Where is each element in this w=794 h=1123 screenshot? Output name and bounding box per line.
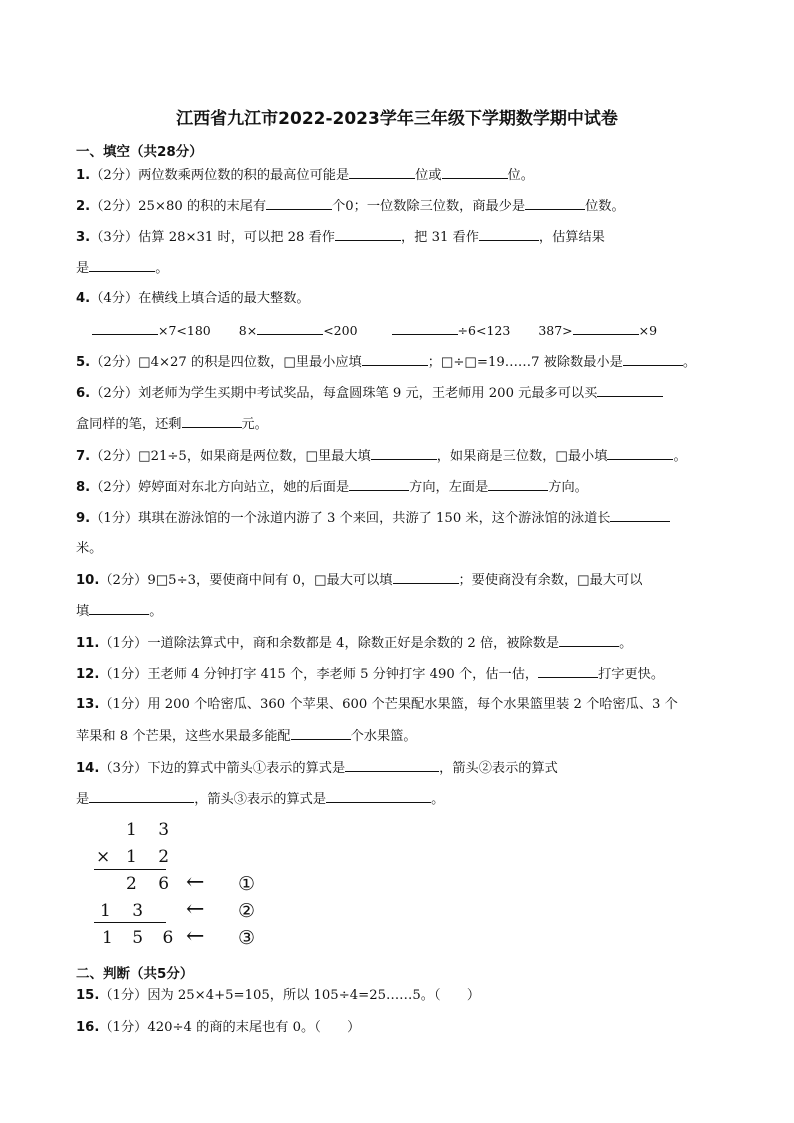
times-sign: × <box>96 847 111 867</box>
answer-blank[interactable] <box>488 478 548 491</box>
answer-blank[interactable] <box>623 353 683 366</box>
question-text: 方向，左面是 <box>409 480 489 495</box>
question-text: □4×27 的积是四位数，□里最小应填 <box>138 355 362 370</box>
section-heading-judgement: 二、判断（共5分） <box>76 966 194 982</box>
section-heading-fill-in: 一、填空（共28分） <box>76 144 203 160</box>
circled-three: ③ <box>238 927 256 949</box>
question-text: 420÷4 的商的末尾也有 0。（ ） <box>147 1020 361 1035</box>
question-14-cont <box>76 790 444 809</box>
answer-blank[interactable] <box>525 197 585 210</box>
answer-blank[interactable] <box>349 166 415 179</box>
question-text: 。 <box>619 636 633 651</box>
question-text: 9□5÷3，要使商中间有 0，□最大可以填 <box>147 573 393 588</box>
question-1 <box>76 166 534 185</box>
question-points: （2分） <box>99 573 148 588</box>
question-text: ；要使商没有余数，□最大可以 <box>458 573 643 588</box>
question-6-cont <box>76 415 268 434</box>
answer-blank[interactable] <box>349 478 409 491</box>
question-text: 盒同样的笔，还剩 <box>76 417 182 432</box>
arrow-left-icon: ← <box>186 897 205 922</box>
question-14 <box>76 759 558 778</box>
question-8 <box>76 478 588 497</box>
question-text: ，如果商是三位数，□最小填 <box>436 449 608 464</box>
question-12 <box>76 665 664 684</box>
question-text: 婷婷面对东北方向站立，她的后面是 <box>138 480 350 495</box>
question-9-cont <box>76 540 102 558</box>
divider-line <box>94 869 166 870</box>
question-text: 。 <box>149 604 163 619</box>
question-text: ；□÷□=19……7 被除数最小是 <box>427 355 623 370</box>
question-text: 下边的算式中箭头①表示的算式是 <box>147 761 346 776</box>
answer-blank[interactable] <box>393 571 459 584</box>
question-5 <box>76 353 696 372</box>
question-text: 方向。 <box>548 480 588 495</box>
arrow-left-icon: ← <box>186 870 205 895</box>
question-number: 7. <box>76 449 91 464</box>
question-text: 苹果和 8 个芒果，这些水果最多能配 <box>76 729 291 744</box>
question-text: 王老师 4 分钟打字 415 个，李老师 5 分钟打字 490 个，估一估， <box>147 667 539 682</box>
question-text: 估算 28×31 时，可以把 28 看作 <box>138 230 335 245</box>
question-number: 15. <box>76 988 100 1003</box>
question-text: 位。 <box>507 168 534 183</box>
question-points: （2分） <box>90 449 139 464</box>
answer-blank[interactable] <box>573 322 639 335</box>
question-text: 填 <box>76 604 90 619</box>
question-text: 位数。 <box>585 199 625 214</box>
answer-blank[interactable] <box>89 790 194 803</box>
answer-blank[interactable] <box>266 197 332 210</box>
answer-blank[interactable] <box>92 322 158 335</box>
multiplier: 1 2 <box>126 847 178 867</box>
answer-blank[interactable] <box>597 384 663 397</box>
answer-blank[interactable] <box>362 353 428 366</box>
question-number: 4. <box>76 291 91 306</box>
circled-one: ① <box>238 873 256 895</box>
question-13 <box>76 696 678 714</box>
question-text: 用 200 个哈密瓜、360 个苹果、600 个芒果配水果篮，每个水果篮里装 2 个哈密瓜、3 个 <box>147 697 678 712</box>
question-number: 10. <box>76 573 100 588</box>
answer-blank[interactable] <box>326 790 431 803</box>
answer-blank[interactable] <box>89 259 155 272</box>
question-points: （2分） <box>90 386 139 401</box>
expression: ÷6<123 <box>457 323 511 338</box>
answer-blank[interactable] <box>392 322 458 335</box>
question-points: （1分） <box>90 511 139 526</box>
question-text: 打字更快。 <box>598 667 665 682</box>
divider-line <box>94 922 166 923</box>
question-number: 13. <box>76 697 100 712</box>
question-number: 12. <box>76 667 100 682</box>
question-points: （1分） <box>99 697 148 712</box>
question-text: ，箭头②表示的算式 <box>439 761 558 776</box>
answer-blank[interactable] <box>610 509 670 522</box>
question-9 <box>76 509 670 528</box>
answer-blank[interactable] <box>607 447 673 460</box>
question-text: 因为 25×4+5=105，所以 105÷4=25……5。（ ） <box>147 988 481 1003</box>
answer-blank[interactable] <box>479 228 539 241</box>
partial-product-1: 2 6 <box>126 874 178 894</box>
question-4 <box>76 290 310 308</box>
expression: 387> <box>538 323 573 338</box>
question-text: 25×80 的积的末尾有 <box>138 199 267 214</box>
question-text: 是 <box>76 261 90 276</box>
answer-blank[interactable] <box>371 447 437 460</box>
question-points: （2分） <box>90 168 139 183</box>
question-text: □21÷5，如果商是两位数，□里最大填 <box>138 449 371 464</box>
partial-product-2: 1 3 <box>100 901 152 921</box>
question-number: 11. <box>76 636 100 651</box>
question-number: 1. <box>76 168 91 183</box>
question-number: 9. <box>76 511 91 526</box>
answer-blank[interactable] <box>442 166 508 179</box>
question-text: 位或 <box>415 168 442 183</box>
question-text: ，箭头③表示的算式是 <box>194 792 327 807</box>
expression: 8× <box>238 323 258 338</box>
page-title: 江西省九江市2022-2023学年三年级下学期数学期中试卷 <box>176 109 618 129</box>
answer-blank[interactable] <box>538 665 598 678</box>
question-text: 米。 <box>76 541 103 556</box>
question-points: （1分） <box>99 667 148 682</box>
question-number: 16. <box>76 1020 100 1035</box>
question-6 <box>76 384 663 403</box>
question-16 <box>76 1019 360 1037</box>
answer-blank[interactable] <box>559 634 619 647</box>
answer-blank[interactable] <box>89 602 149 615</box>
question-number: 5. <box>76 355 91 370</box>
question-2 <box>76 197 625 216</box>
question-text: 琪琪在游泳馆的一个泳道内游了 3 个来回，共游了 150 米，这个游泳馆的泳道长 <box>138 511 611 526</box>
question-text: 两位数乘两位数的积的最高位可能是 <box>138 168 350 183</box>
answer-blank[interactable] <box>257 322 323 335</box>
question-points: （3分） <box>99 761 148 776</box>
question-text: 个0；一位数除三位数，商最少是 <box>332 199 526 214</box>
question-points: （4分） <box>90 291 139 306</box>
question-15 <box>76 987 480 1005</box>
expression: ×7<180 <box>158 323 211 338</box>
question-13-cont <box>76 727 417 746</box>
answer-blank[interactable] <box>345 759 439 772</box>
circled-two: ② <box>238 900 256 922</box>
question-3 <box>76 228 605 247</box>
expression: ×9 <box>638 323 658 338</box>
question-points: （3分） <box>90 230 139 245</box>
question-text: 元。 <box>241 417 268 432</box>
question-points: （2分） <box>90 480 139 495</box>
answer-blank[interactable] <box>335 228 401 241</box>
question-number: 8. <box>76 480 91 495</box>
question-text: 是 <box>76 792 90 807</box>
final-product: 1 5 6 <box>102 928 181 948</box>
question-points: （1分） <box>99 636 148 651</box>
question-10-cont <box>76 602 162 621</box>
question-text: 。 <box>431 792 445 807</box>
answer-blank[interactable] <box>182 415 242 428</box>
question-number: 6. <box>76 386 91 401</box>
question-points: （1分） <box>99 988 148 1003</box>
vertical-multiplication <box>90 818 290 958</box>
question-11 <box>76 634 632 653</box>
question-text: ，把 31 看作 <box>401 230 479 245</box>
question-text: 。 <box>682 355 696 370</box>
question-text: 。 <box>155 261 169 276</box>
question-7 <box>76 447 687 466</box>
question-text: 在横线上填合适的最大整数。 <box>138 291 310 306</box>
question-points: （1分） <box>99 1020 148 1035</box>
question-text: ，估算结果 <box>538 230 605 245</box>
question-number: 3. <box>76 230 91 245</box>
question-number: 14. <box>76 761 100 776</box>
question-10 <box>76 571 642 590</box>
question-3-cont <box>76 259 168 278</box>
arrow-left-icon: ← <box>186 924 205 949</box>
question-number: 2. <box>76 199 91 214</box>
answer-blank[interactable] <box>291 727 351 740</box>
question-text: 个水果篮。 <box>350 729 417 744</box>
expression: <200 <box>323 323 358 338</box>
multiplicand: 1 3 <box>126 820 178 840</box>
question-4-expressions <box>92 322 657 340</box>
question-text: 一道除法算式中，商和余数都是 4，除数正好是余数的 2 倍，被除数是 <box>147 636 560 651</box>
question-text: 刘老师为学生买期中考试奖品，每盒圆珠笔 9 元，王老师用 200 元最多可以买 <box>138 386 598 401</box>
question-text: 。 <box>673 449 687 464</box>
question-points: （2分） <box>90 199 139 214</box>
question-points: （2分） <box>90 355 139 370</box>
